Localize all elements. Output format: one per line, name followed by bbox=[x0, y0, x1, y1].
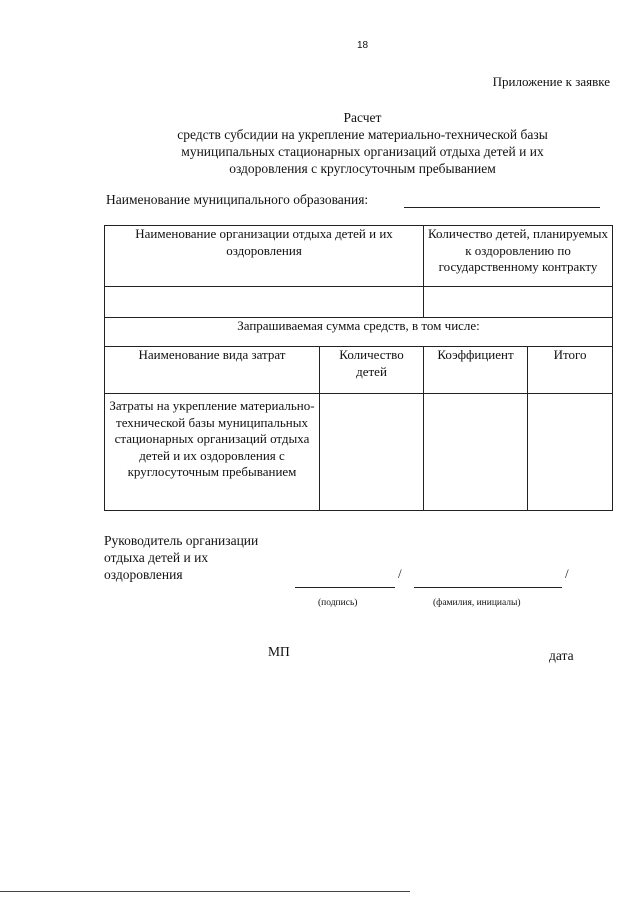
org-name-cell[interactable] bbox=[105, 287, 424, 318]
signature-fill-line[interactable] bbox=[295, 587, 395, 588]
column-header: Количество детей bbox=[320, 347, 424, 394]
table-row bbox=[105, 394, 613, 511]
table-row bbox=[105, 287, 613, 318]
signer-line: отдыха детей и их bbox=[104, 550, 209, 565]
name-caption: (фамилия, инициалы) bbox=[433, 598, 521, 608]
cost-type-cell: Затраты на укрепление материально-технической базы муниципальных стационарных организаций отдыха детей и их оздоровления с круглосуточным пребыванием bbox=[105, 394, 320, 511]
municipality-fill-line[interactable] bbox=[404, 207, 600, 208]
name-fill-line[interactable] bbox=[414, 587, 562, 588]
signature-caption: (подпись) bbox=[318, 598, 358, 608]
signer-line: Руководитель организации bbox=[104, 533, 259, 548]
total-cell[interactable] bbox=[528, 394, 613, 511]
table-header-row bbox=[105, 226, 613, 287]
org-name-header: Наименование организации отдыха детей и их оздоровления bbox=[105, 226, 424, 287]
title-line: муниципальных стационарных организаций отдыха детей и их bbox=[181, 144, 544, 159]
signer-label bbox=[104, 532, 258, 583]
calculation-table bbox=[104, 225, 613, 511]
requested-sum-label: Запрашиваемая сумма средств, в том числе: bbox=[105, 318, 613, 347]
requested-sum-row bbox=[105, 318, 613, 347]
subheader-row bbox=[105, 347, 613, 394]
document-title bbox=[100, 109, 625, 177]
children-cell[interactable] bbox=[320, 394, 424, 511]
appendix-label: Приложение к заявке bbox=[492, 74, 610, 89]
column-header: Наименование вида затрат bbox=[105, 347, 320, 394]
date-label: дата bbox=[549, 648, 574, 663]
municipality-label: Наименование муниципального образования: bbox=[106, 192, 369, 207]
column-header: Итого bbox=[528, 347, 613, 394]
children-count-cell[interactable] bbox=[424, 287, 613, 318]
stamp-label: МП bbox=[268, 644, 290, 659]
slash-separator: / bbox=[398, 566, 402, 581]
title-line: средств субсидии на укрепление материально-технической базы bbox=[177, 127, 548, 142]
page-number: 18 bbox=[356, 40, 369, 51]
coefficient-cell[interactable] bbox=[424, 394, 528, 511]
column-header: Коэффициент bbox=[424, 347, 528, 394]
signer-line: оздоровления bbox=[104, 567, 183, 582]
slash-separator: / bbox=[565, 566, 569, 581]
bottom-rule bbox=[0, 891, 410, 892]
title-heading: Расчет bbox=[343, 110, 382, 125]
children-count-header: Количество детей, планируемых к оздоровлению по государственному контракту bbox=[424, 226, 613, 287]
title-line: оздоровления с круглосуточным пребыванием bbox=[229, 161, 496, 176]
